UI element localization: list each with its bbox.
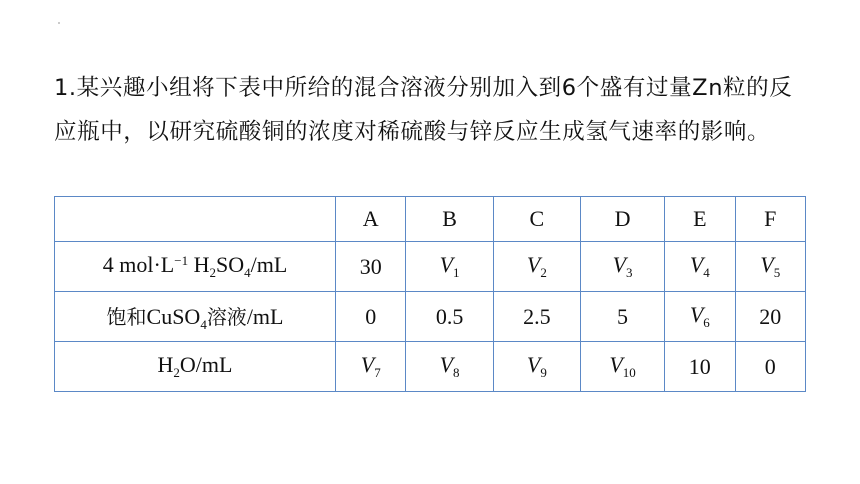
label-subscript: 2 [173,365,180,380]
table-row-h2so4 [55,242,806,292]
label-part: 4 mol·L [102,252,175,277]
table-corner-cell [55,197,336,242]
cell-cuso4-a: 0 [336,292,406,342]
cell-cuso4-d: 5 [581,292,665,342]
header-cell-e: E [665,197,735,242]
decorative-dot [58,22,60,24]
row-label-h2so4 [55,242,336,292]
question-text: 1.某兴趣小组将下表中所给的混合溶液分别加入到6个盛有过量Zn粒的反应瓶中，以研究硫酸铜的浓度对稀硫酸与锌反应生成氢气速率的影响。 [54,75,793,145]
row-label-cuso4 [55,292,336,342]
label-part: H [157,352,174,377]
variable-subscript: 6 [703,315,710,330]
variable-symbol: V [439,352,454,377]
variable-symbol: V [526,352,541,377]
variable-symbol: V [526,252,541,277]
cell-h2so4-e [665,242,735,292]
header-cell-d: D [581,197,665,242]
cell-cuso4-c: 2.5 [493,292,580,342]
variable-subscript: 2 [540,265,547,280]
variable-symbol: V [360,352,375,377]
variable-symbol: V [612,252,627,277]
cell-h2so4-c [493,242,580,292]
variable-symbol: V [609,352,623,377]
cell-h2o-f: 0 [735,342,805,392]
variable-subscript: 4 [703,265,710,280]
header-cell-a: A [336,197,406,242]
cell-cuso4-b: 0.5 [406,292,493,342]
variable-subscript: 10 [622,365,636,380]
experiment-table [54,196,806,392]
table-row-cuso4 [55,292,806,342]
label-part: /mL [246,303,284,329]
cell-h2so4-a: 30 [336,242,406,292]
label-subscript: 2 [209,265,216,280]
cell-h2o-b [406,342,493,392]
label-part: /mL [250,252,288,277]
header-cell-b: B [406,197,493,242]
cell-h2o-d [581,342,665,392]
label-part: 饱和 [106,304,147,329]
table-header-row [55,197,806,242]
label-part: CuSO [146,303,201,329]
cell-h2so4-d [581,242,665,292]
cell-h2so4-b [406,242,493,292]
cell-h2o-e: 10 [665,342,735,392]
cell-cuso4-e [665,292,735,342]
label-superscript: −1 [174,253,189,268]
variable-subscript: 5 [773,265,781,280]
cell-h2o-a [336,342,406,392]
label-part: H [188,252,210,277]
variable-subscript: 8 [453,365,460,380]
header-cell-f: F [735,197,805,242]
row-label-h2o [55,342,336,392]
variable-subscript: 9 [540,365,547,380]
cell-h2o-c [493,342,580,392]
variable-subscript: 3 [626,265,633,280]
cell-cuso4-f: 20 [735,292,805,342]
table-row-h2o [55,342,806,392]
variable-subscript: 7 [374,365,381,380]
variable-symbol: V [689,252,704,277]
cell-h2so4-f [735,242,805,292]
label-subscript: 4 [244,265,251,280]
variable-symbol: V [760,252,774,277]
variable-symbol: V [689,302,704,327]
variable-symbol: V [439,252,454,277]
label-part: SO [215,252,245,277]
label-part: 溶液 [206,304,247,329]
header-cell-c: C [493,197,580,242]
label-subscript: 4 [200,316,207,332]
label-part: O/mL [179,352,233,377]
variable-subscript: 1 [453,265,460,280]
